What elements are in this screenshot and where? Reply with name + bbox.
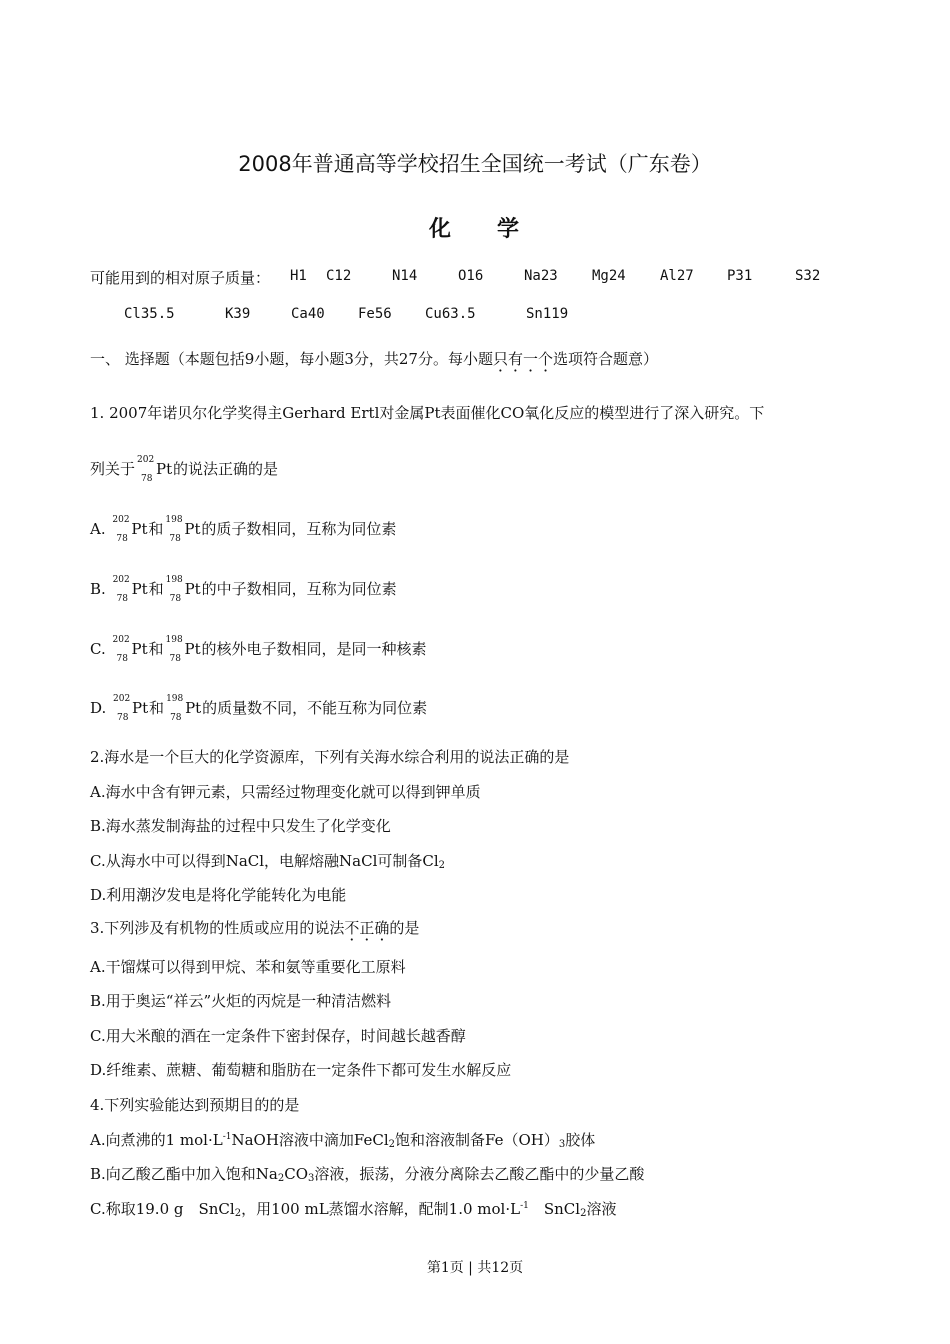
mass-item: Al27 (660, 268, 694, 284)
mass-item: Mg24 (592, 268, 626, 284)
question-1-option-b: B. 202 78 Pt 和 198 78 Pt 的中子数相同，互称为同位素 (90, 575, 397, 604)
mass-item: Sn119 (526, 306, 569, 322)
question-2-option-b: B.海水蒸发制海盐的过程中只发生了化学变化 (90, 817, 391, 835)
question-3-option-a: A.干馏煤可以得到甲烷、苯和氨等重要化工原料 (90, 958, 406, 976)
question-1-option-d: D. 202 78 Pt 和 198 78 Pt 的质量数不同，不能互称为同位素 (90, 694, 428, 723)
mass-item: Na23 (524, 268, 558, 284)
question-4-option-b: B.向乙酸乙酯中加入饱和$Na_2CO_3$溶液，振荡，分液分离除去乙酸乙酯中的少量乙酸 (90, 1165, 645, 1184)
question-1-line-1: 1. 2007年诺贝尔化学奖得主Gerhard Ertl对金属Pt表面催化CO氧化反应的模型进行了深入研究。下 (90, 404, 765, 422)
mass-item: Fe56 (358, 306, 392, 322)
mass-item: C12 (326, 268, 352, 284)
question-1-option-c: C. 202 78 Pt 和 198 78 Pt 的核外电子数相同，是同一种核素 (90, 635, 427, 664)
question-2-stem: 2.海水是一个巨大的化学资源库，下列有关海水综合利用的说法正确的是 (90, 748, 570, 766)
mass-item: K39 (225, 306, 251, 322)
question-3-stem: 3.下列涉及有机物的性质或应用的说法不正确的是 (90, 919, 420, 937)
question-1-line-2: 列关于 202 78 Pt 的说法正确的是 (90, 455, 279, 484)
emphasis-char: 不 (344, 919, 360, 937)
emphasis-char: 只 (492, 350, 508, 368)
question-4-option-a: A.向煮沸的1 $mol\cdot L^{-1}NaOH$溶液中滴加FeCl$_2$饱和溶液制备$Fe(OH)_3$胶体 (90, 1131, 596, 1150)
mass-item: P31 (727, 268, 753, 284)
emphasis-char: 正 (359, 919, 375, 937)
question-1-option-a: A. 202 78 Pt 和 198 78 Pt 的质子数相同，互称为同位素 (90, 515, 397, 544)
mass-item: S32 (795, 268, 821, 284)
question-4-option-c: C.称取19.0 g SnCl$_2$，用100 mL蒸馏水溶解，配制1.0 $mol\cdot L^{-1}$ SnCl$_2$溶液 (90, 1200, 617, 1219)
section-heading: 一、 选择题（本题包括9小题，每小题3分，共27分。每小题只有一个选项符合题意） (90, 350, 659, 368)
subject-char-1: 化 (428, 217, 453, 242)
subject-char-2: 学 (497, 217, 522, 242)
mass-item: Cu63.5 (425, 306, 476, 322)
question-2-option-d: D.利用潮汐发电是将化学能转化为电能 (90, 886, 347, 904)
atomic-mass-label: 可能用到的相对原子质量： (90, 269, 271, 287)
emphasis-char: 有 (507, 350, 523, 368)
question-4-stem: 4.下列实验能达到预期目的的是 (90, 1096, 300, 1114)
question-3-option-b: B.用于奥运“祥云”火炬的丙烷是一种清洁燃料 (90, 992, 392, 1010)
mass-item: H1 (290, 268, 307, 284)
page-title: 2008年普通高等学校招生全国统一考试（广东卷） (238, 152, 712, 176)
question-2-option-c: C.从海水中可以得到NaCl，电解熔融NaCl可制备$Cl_2$ (90, 852, 446, 871)
nuclide-pt-202: 202 78 Pt (137, 455, 173, 484)
subject-heading (0, 212, 950, 243)
emphasis-char: 一 (522, 350, 538, 368)
question-2-option-a: A.海水中含有钾元素，只需经过物理变化就可以得到钾单质 (90, 783, 481, 801)
question-3-option-d: D.纤维素、蔗糖、葡萄糖和脂肪在一定条件下都可发生水解反应 (90, 1061, 512, 1079)
emphasis-char: 确 (374, 919, 390, 937)
question-3-option-c: C.用大米酿的酒在一定条件下密封保存，时间越长越香醇 (90, 1027, 466, 1045)
mass-item: O16 (458, 268, 484, 284)
page-footer: 第1页 | 共12页 (426, 1260, 524, 1276)
emphasis-char: 个 (538, 350, 554, 368)
mass-item: Ca40 (291, 306, 325, 322)
mass-item: N14 (392, 268, 418, 284)
mass-item: Cl35.5 (124, 306, 175, 322)
